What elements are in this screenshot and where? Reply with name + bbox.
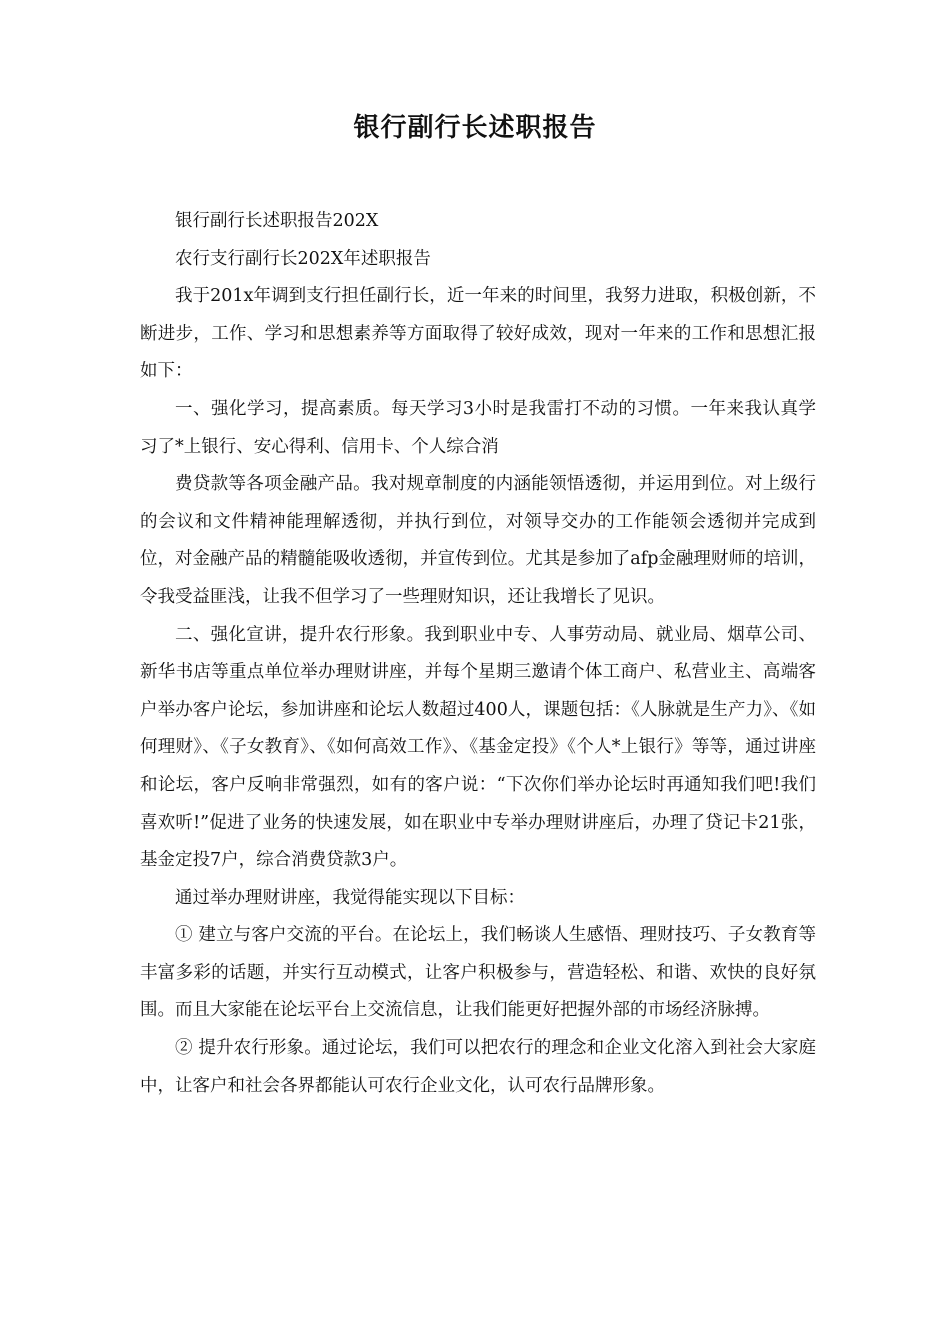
paragraph-section-2: 二、强化宣讲，提升农行形象。我到职业中专、人事劳动局、就业局、烟草公司、新华书店等重点单位举办理财讲座，并每个星期三邀请个体工商户、私营业主、高端客户举办客户论坛，参加讲座和论坛人数超过400人，课题包括：《人脉就是生产力》、《如何理财》、《子女教育》、《如何高效工作》、《基金定投》《个人*上银行》等等，通过讲座和论坛，客户反响非常强烈，如有的客户说：“下次你们举办论坛时再通知我们吧!我们喜欢听!”促进了业务的快速发展，如在职业中专举办理财讲座后，办理了贷记卡21张，基金定投7户，综合消费贷款3户。 [140,624,816,871]
paragraph-heading: 农行支行副行长202X年述职报告 [175,248,431,269]
document-body [140,203,816,1105]
paragraph-goal-2: ② 提升农行形象。通过论坛，我们可以把农行的理念和企业文化溶入到社会大家庭中，让客户和社会各界都能认可农行企业文化，认可农行品牌形象。 [140,1038,816,1096]
paragraph-subtitle: 银行副行长述职报告202X [175,211,379,231]
paragraph-intro: 我于201x年调到支行担任副行长，近一年来的时间里，我努力进取，积极创新，不断进步，工作、学习和思想素养等方面取得了较好成效，现对一年来的工作和思想汇报如下： [140,286,816,382]
paragraph-section-1-cont: 费贷款等各项金融产品。我对规章制度的内涵能领悟透彻，并运用到位。对上级行的会议和文件精神能理解透彻，并执行到位，对领导交办的工作能领会透彻并完成到位，对金融产品的精髓能吸收透彻，并宣传到位。尤其是参加了afp金融理财师的培训，令我受益匪浅，让我不但学习了一些理财知识，还让我增长了见识。 [140,474,816,607]
paragraph-goal-1: ① 建立与客户交流的平台。在论坛上，我们畅谈人生感悟、理财技巧、子女教育等丰富多彩的话题，并实行互动模式，让客户积极参与，营造轻松、和谐、欢快的良好氛围。而且大家能在论坛平台上交流信息，让我们能更好把握外部的市场经济脉搏。 [140,925,816,1021]
paragraph-goals-intro: 通过举办理财讲座，我觉得能实现以下目标： [175,887,525,908]
paragraph-section-1: 一、强化学习，提高素质。每天学习3小时是我雷打不动的习惯。一年来我认真学习了*上银行、安心得利、信用卡、个人综合消 [140,398,816,457]
document-title: 银行副行长述职报告 [353,113,597,143]
